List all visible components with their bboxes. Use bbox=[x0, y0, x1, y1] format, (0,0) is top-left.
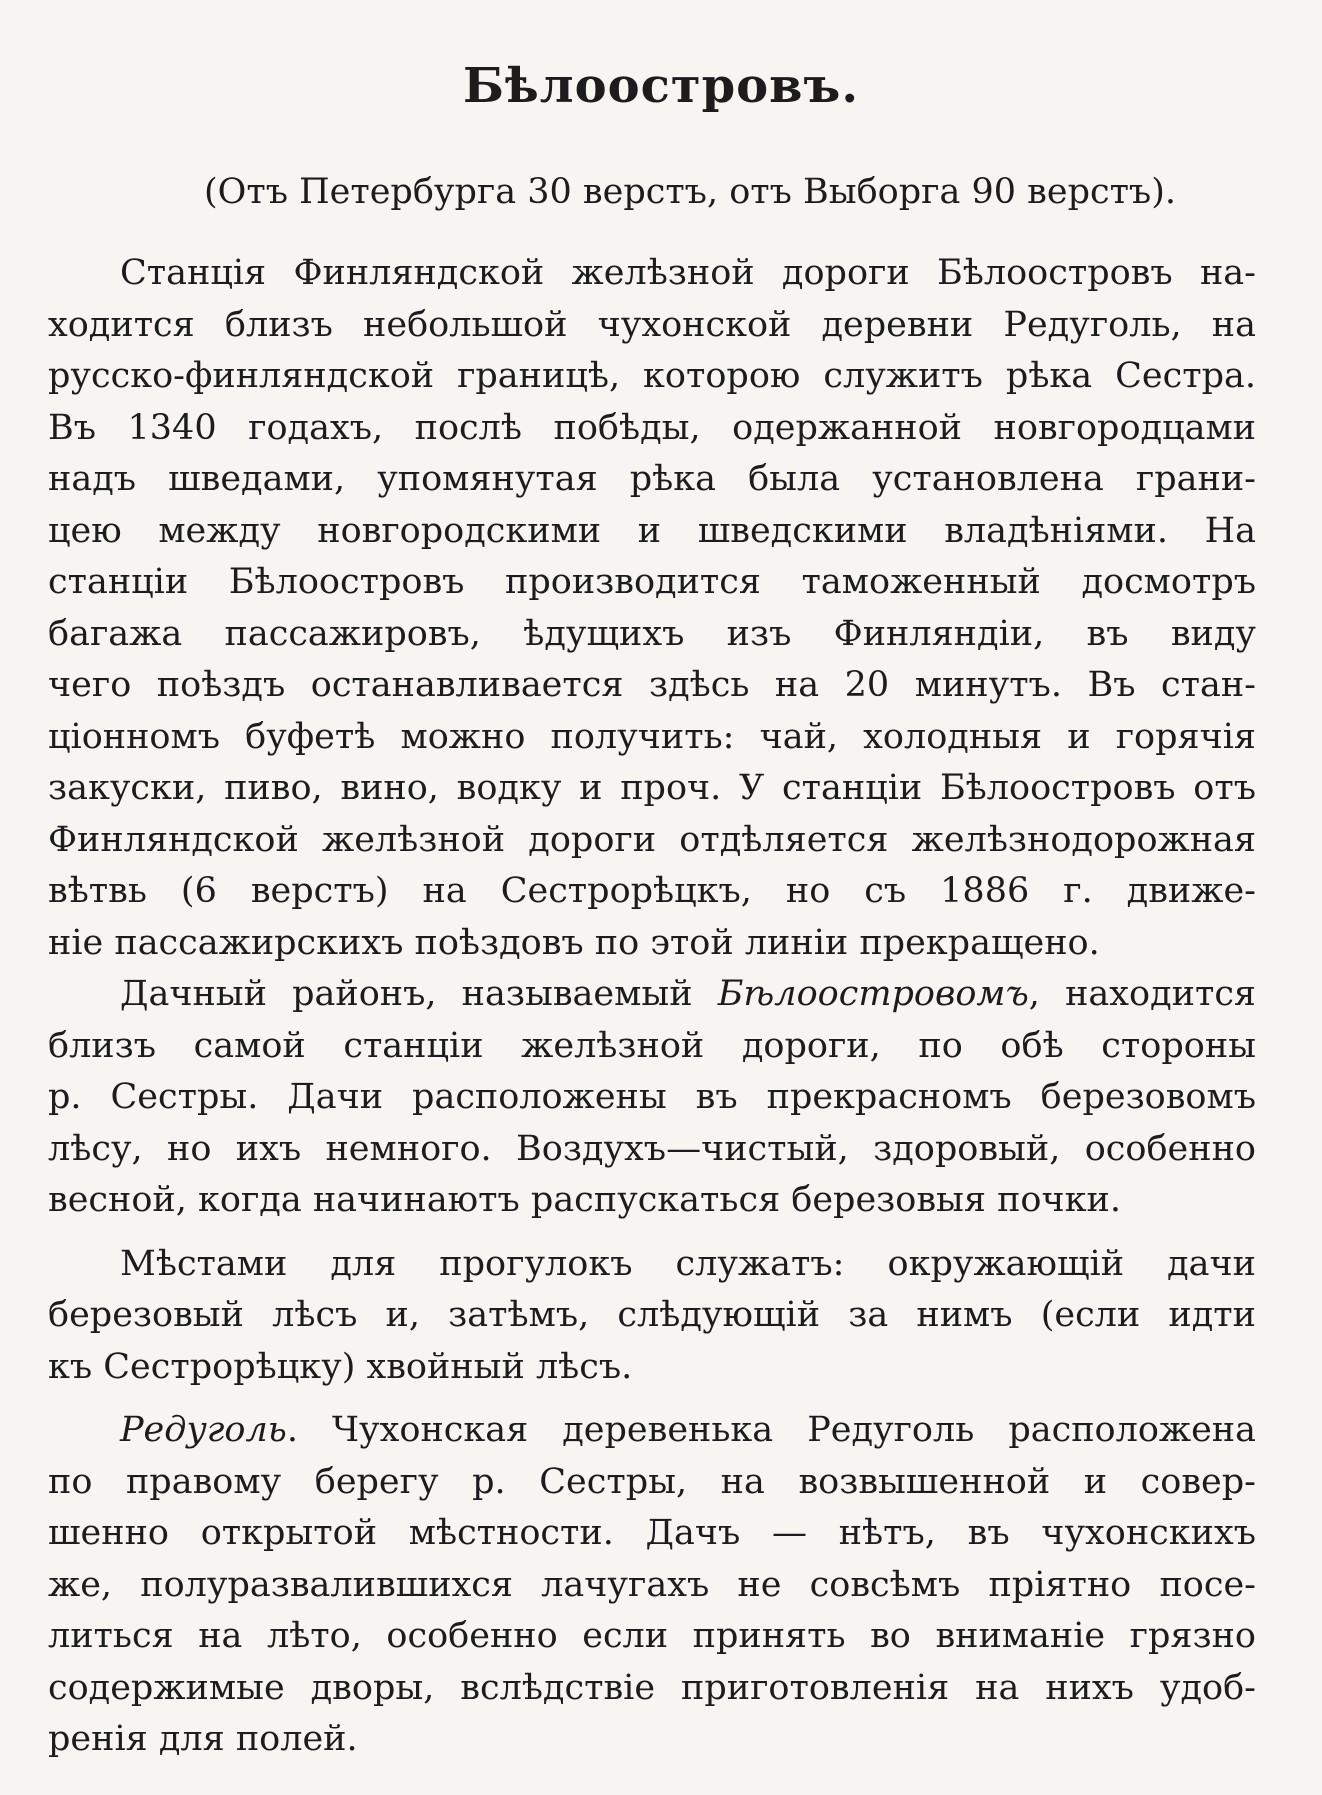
text-line: цею между новгородскими и шведскими владѣніями. На bbox=[48, 510, 1256, 551]
text-line: вѣтвь (6 верстъ) на Сестрорѣцкъ, но съ 1886 г. движе- bbox=[48, 871, 1256, 911]
text-line: содержимые дворы, вслѣдствіе приготовленія на нихъ удоб- bbox=[48, 1667, 1256, 1708]
text-line: Въ 1340 годахъ, послѣ побѣды, одержанной новгородцами bbox=[48, 407, 1256, 448]
lead-text: , находится bbox=[1028, 974, 1256, 1014]
body-text bbox=[48, 248, 1256, 1766]
paragraph-gap bbox=[48, 1227, 1256, 1239]
text-line bbox=[48, 969, 1256, 1021]
paragraph-station bbox=[48, 248, 1256, 969]
text-line: чего поѣздъ останавливается здѣсь на 20 минутъ. Въ стан- bbox=[48, 665, 1256, 705]
lead-text: Дачный районъ, называемый bbox=[120, 974, 718, 1014]
paragraph-gap bbox=[48, 1393, 1256, 1405]
text-line: весной, когда начинаютъ распускаться березовыя почки. bbox=[48, 1180, 1121, 1220]
text-line: литься на лѣто, особенно если принять во вниманіе грязно bbox=[48, 1616, 1256, 1656]
text-line: по правому берегу р. Сестры, на возвышенной и совер- bbox=[48, 1461, 1256, 1502]
italic-term: Бѣлоостровомъ bbox=[717, 974, 1029, 1014]
paragraph-redugol bbox=[48, 1405, 1256, 1766]
text-line: надъ шведами, упомянутая рѣка была установлена грани- bbox=[48, 459, 1256, 499]
text-line: лѣсу, но ихъ немного. Воздухъ—чистый, здоровый, особенно bbox=[48, 1128, 1256, 1169]
text-line: къ Сестрорѣцку) хвойный лѣсъ. bbox=[48, 1346, 633, 1387]
lead-text: . Чухонская деревенька Редуголь расположена bbox=[286, 1410, 1256, 1450]
paragraph-dacha-district bbox=[48, 969, 1256, 1227]
text-line: березовый лѣсъ и, затѣмъ, слѣдующій за нимъ (если идти bbox=[48, 1295, 1256, 1335]
text-line: близъ самой станціи желѣзной дороги, по обѣ стороны bbox=[48, 1025, 1256, 1066]
text-line: станціи Бѣлоостровъ производится таможенный досмотръ bbox=[48, 562, 1256, 602]
text-line bbox=[48, 1405, 1256, 1457]
page-title: Бѣлоостровъ. bbox=[462, 58, 860, 114]
text-line: Финляндской желѣзной дороги отдѣляется желѣзнодорожная bbox=[48, 819, 1256, 860]
text-line: ходится близъ небольшой чухонской деревни Редуголь, на bbox=[48, 304, 1256, 345]
paragraph-walks bbox=[48, 1239, 1256, 1394]
text-line: русско-финляндской границѣ, которою служитъ рѣка Сестра. bbox=[48, 356, 1256, 396]
text-line: Мѣстами для прогулокъ служатъ: окружающій дачи bbox=[120, 1243, 1256, 1284]
text-line: ренія для полей. bbox=[48, 1719, 358, 1759]
text-line: Станція Финляндской желѣзной дороги Бѣлоостровъ на- bbox=[120, 253, 1256, 293]
text-line: шенно открытой мѣстности. Дачъ — нѣтъ, въ чухонскихъ bbox=[48, 1513, 1256, 1553]
italic-term: Редуголь bbox=[120, 1410, 287, 1450]
text-line: ніе пассажирскихъ поѣздовъ по этой линіи прекращено. bbox=[48, 922, 1100, 963]
text-line: же, полуразвалившихся лачугахъ не совсѣмъ пріятно посе- bbox=[48, 1564, 1256, 1605]
text-line: ціонномъ буфетѣ можно получить: чай, холодныя и горячія bbox=[48, 716, 1256, 757]
text-line: багажа пассажировъ, ѣдущихъ изъ Финляндіи, въ виду bbox=[48, 613, 1256, 654]
text-line: закуски, пиво, вино, водку и проч. У станціи Бѣлоостровъ отъ bbox=[48, 768, 1256, 808]
page-subtitle: (Отъ Петербурга 30 верстъ, отъ Выборга 90 верстъ). bbox=[204, 172, 1176, 212]
text-line: р. Сестры. Дачи расположены въ прекрасномъ березовомъ bbox=[48, 1077, 1256, 1117]
